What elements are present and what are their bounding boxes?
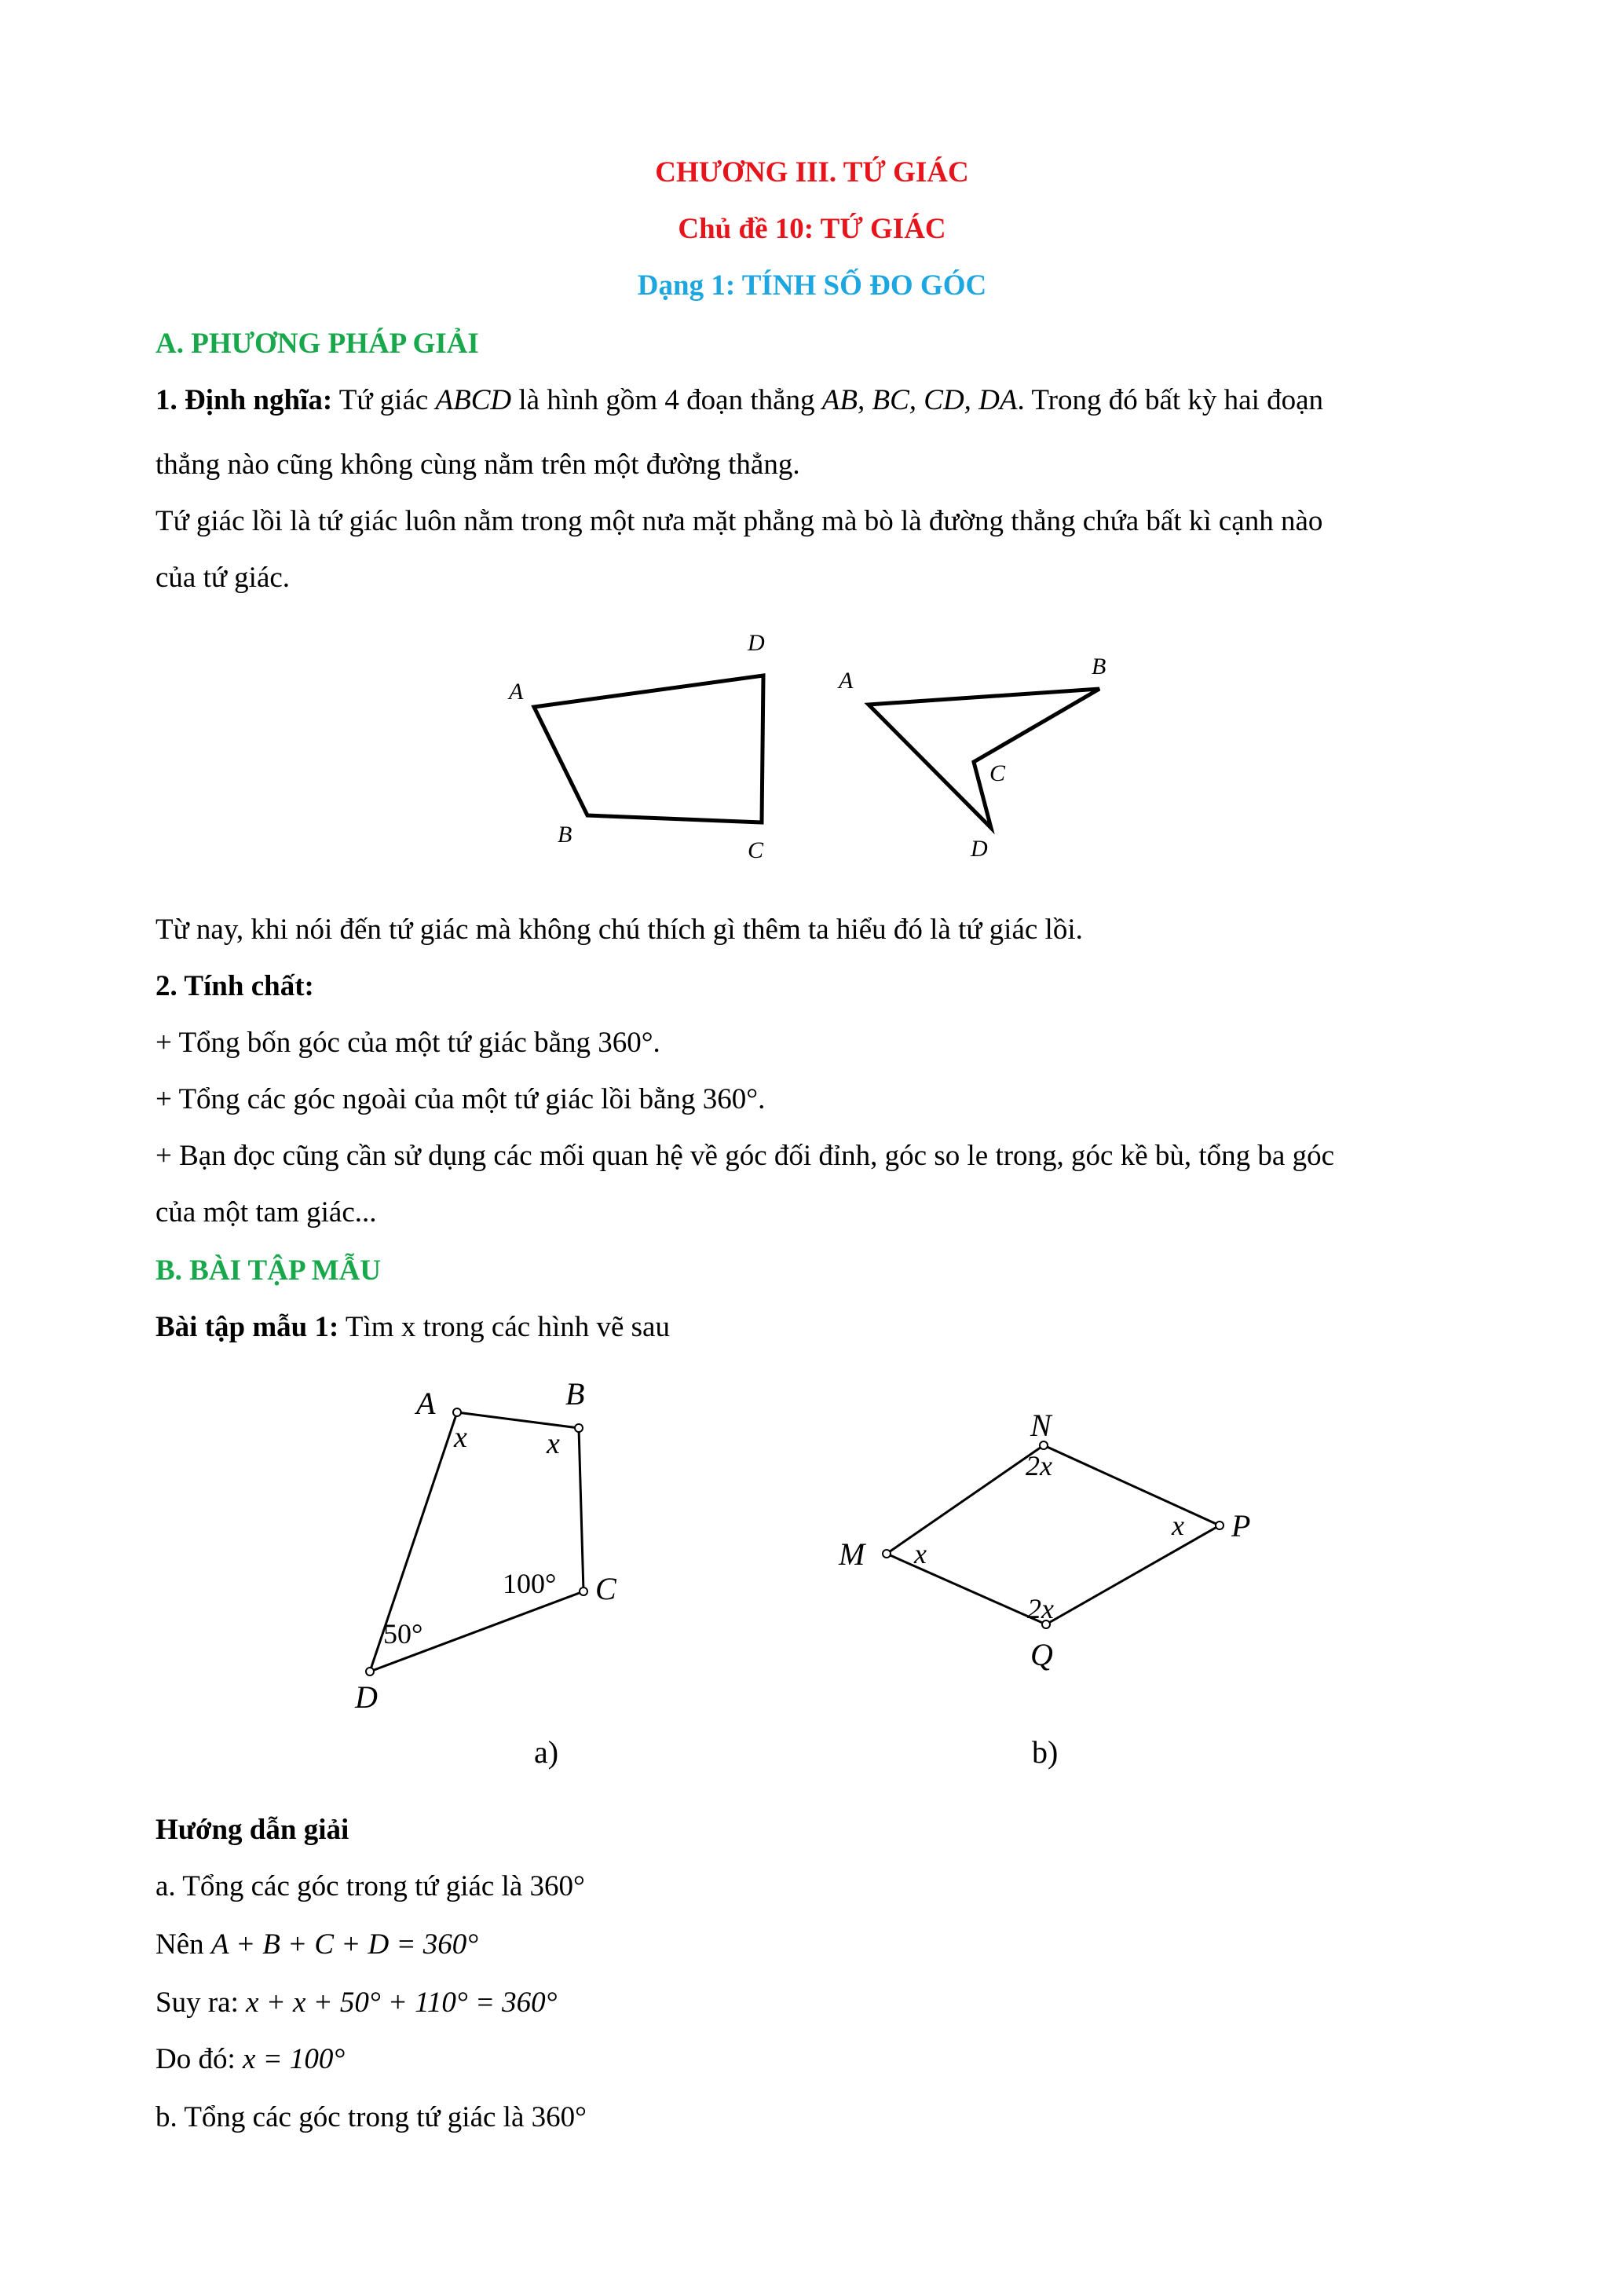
solution-a-line-3 [155, 1984, 1475, 2022]
convex-line-1: Tứ giác lồi là tứ giác luôn nằm trong một nưa mặt phẳng mà bò là đường thẳng chứa bất kì cạnh nào [155, 505, 1323, 537]
solution-a4-math: x = 100° [243, 2043, 346, 2075]
section-b-heading: B. BÀI TẬP MẪU [155, 1254, 382, 1287]
fig-a-label-b: B [565, 1376, 585, 1412]
fig-a-label-a: A [416, 1386, 436, 1421]
fig-a-caption: a) [534, 1734, 559, 1770]
definition-abcd: ABCD [435, 384, 512, 416]
convex-line-2: của tứ giác. [155, 562, 291, 594]
solution-heading: Hướng dẫn giải [155, 1814, 349, 1846]
convex-label-d: D [748, 630, 765, 656]
topic-title: Chủ đề 10: TỨ GIÁC [678, 213, 946, 245]
fig-b-label-p: P [1231, 1508, 1251, 1543]
solution-a-line-2 [155, 1926, 1475, 1964]
fig-a-angle-c: 100° [503, 1568, 557, 1599]
solution-a4-prefix: Do đó: [155, 2043, 243, 2075]
solution-a-line-1: a. Tổng các góc trong tứ giác là 360° [155, 1870, 585, 1902]
concave-label-c: C [989, 760, 1006, 786]
fig-b-label-n: N [1030, 1408, 1052, 1443]
convex-quadrilateral [507, 630, 765, 863]
exercise-figure [314, 1367, 1335, 1791]
exercise-label: Bài tập mẫu 1: [155, 1311, 339, 1343]
fig-a-label-d: D [355, 1679, 378, 1715]
fig-a-angle-d: 50° [383, 1618, 423, 1650]
definition-label: 1. Định nghĩa: [155, 384, 333, 416]
definition-line-1 [155, 382, 1475, 419]
concave-quadrilateral [837, 654, 1106, 862]
fig-b-angle-q: 2x [1027, 1593, 1054, 1624]
convex-label-b: B [558, 822, 572, 848]
solution-a2-prefix: Nên [155, 1928, 211, 1961]
fig-a-angle-b: x [547, 1427, 560, 1460]
concave-label-d: D [971, 836, 988, 862]
fig-b-angle-p: x [1172, 1510, 1184, 1541]
exercise-text: Tìm x trong các hình vẽ sau [338, 1311, 670, 1343]
convex-label-c: C [748, 837, 764, 863]
solution-a2-math: A + B + C + D = 360° [210, 1928, 479, 1961]
figure-b [838, 1408, 1250, 1770]
property-2: + Tổng các góc ngoài của một tứ giác lồi bằng 360°. [155, 1083, 766, 1115]
solution-a3-math: x + x + 50° + 110° = 360° [246, 1987, 558, 2019]
fig-b-angle-n: 2x [1026, 1450, 1052, 1481]
note-line: Từ nay, khi nói đến tứ giác mà không chú thích gì thêm ta hiểu đó là tứ giác lồi. [155, 914, 1083, 946]
convex-label-a: A [509, 679, 524, 705]
property-3-line-2: của một tam giác... [155, 1196, 377, 1229]
figure-a [354, 1376, 617, 1770]
fig-a-label-c: C [595, 1571, 616, 1606]
form-title: Dạng 1: TÍNH SỐ ĐO GÓC [637, 269, 987, 302]
property-3-line-1: + Bạn đọc cũng cần sử dụng các mối quan hệ về góc đối đỉnh, góc so le trong, góc kề bù, tổng ba góc [155, 1140, 1335, 1172]
definition-text-3: . Trong đó bất kỳ hai đoạn [1017, 384, 1324, 416]
concave-label-a: A [839, 668, 854, 694]
solution-a3-prefix: Suy ra: [155, 1987, 247, 2019]
chapter-title: CHƯƠNG III. TỨ GIÁC [655, 156, 969, 189]
definition-text-2: là hình gồm 4 đoạn thẳng [511, 384, 822, 416]
fig-b-angle-m: x [914, 1538, 927, 1569]
solution-a-line-4 [155, 2041, 1475, 2078]
definition-segments: AB, BC, CD, DA [821, 384, 1018, 416]
properties-label: 2. Tính chất: [155, 970, 314, 1002]
solution-b-line-1: b. Tổng các góc trong tứ giác là 360° [155, 2101, 587, 2133]
fig-b-caption: b) [1032, 1734, 1059, 1770]
fig-a-angle-a: x [454, 1421, 467, 1454]
concave-label-b: B [1092, 654, 1106, 679]
exercise-line [155, 1309, 1475, 1346]
quadrilateral-figure [471, 621, 1147, 880]
fig-b-label-q: Q [1030, 1637, 1053, 1672]
property-1: + Tổng bốn góc của một tứ giác bằng 360°. [155, 1027, 660, 1059]
definition-line-2: thẳng nào cũng không cùng nằm trên một đường thẳng. [155, 449, 800, 481]
definition-text-1: Tứ giác [332, 384, 436, 416]
section-a-heading: A. PHƯƠNG PHÁP GIẢI [155, 328, 479, 360]
fig-b-label-m: M [839, 1536, 865, 1572]
